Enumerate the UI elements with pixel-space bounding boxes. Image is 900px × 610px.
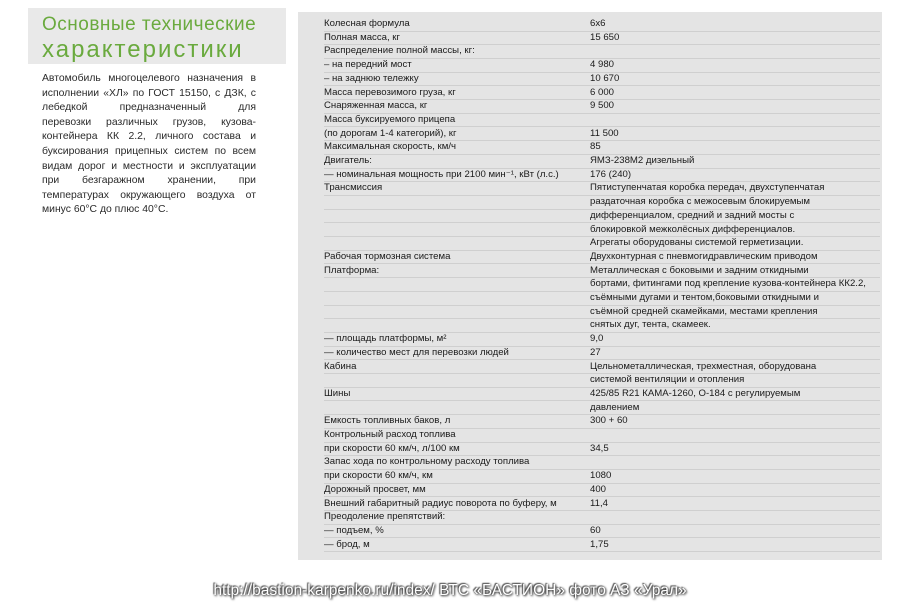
spec-value: 425/85 R21 КАМА-1260, О-184 с регулируемым <box>590 387 801 399</box>
spec-value: дифференциалом, средний и задний мосты с <box>590 209 795 221</box>
spec-label: — площадь платформы, м² <box>324 333 447 345</box>
spec-value: снятых дуг, тента, скамеек. <box>590 319 711 331</box>
spec-value: 9,0 <box>590 333 604 345</box>
spec-label: – на передний мост <box>324 59 412 71</box>
spec-row <box>324 18 880 32</box>
spec-label: Снаряженная масса, кг <box>324 100 428 112</box>
spec-label: — количество мест для перевозки людей <box>324 346 509 358</box>
spec-row <box>324 278 880 292</box>
spec-label: Дорожный просвет, мм <box>324 483 426 495</box>
spec-value: 400 <box>590 483 607 495</box>
spec-row <box>324 114 880 128</box>
spec-value: 15 650 <box>590 31 620 43</box>
intro-line: Автомобиль многоцелевого назначения в <box>42 73 256 84</box>
spec-label: при скорости 60 км/ч, км <box>324 470 433 482</box>
spec-row <box>324 155 880 169</box>
intro-line: температурах окружающего воздуха от <box>42 189 256 201</box>
spec-value: 176 (240) <box>590 168 632 180</box>
page-title-line2: характеристики <box>42 36 244 63</box>
intro-line: минус 60°С до плюс 40°С. <box>42 204 169 216</box>
spec-label: Платформа: <box>324 264 380 276</box>
spec-row <box>324 237 880 251</box>
spec-row <box>324 32 880 46</box>
spec-row <box>324 128 880 142</box>
spec-label: при скорости 60 км/ч, л/100 км <box>324 442 460 454</box>
spec-label: Кабина <box>324 360 357 372</box>
spec-row <box>324 470 880 484</box>
spec-label: Полная масса, кг <box>324 31 401 43</box>
spec-value: 1080 <box>590 470 612 482</box>
spec-value: бортами, фитингами под крепление кузова-контейнера КК2.2, <box>590 278 866 290</box>
spec-label: Трансмиссия <box>324 182 383 194</box>
spec-value: давлением <box>590 401 640 413</box>
spec-value: раздаточная коробка с межосевым блокируемым <box>590 196 811 208</box>
spec-row <box>324 456 880 470</box>
spec-row <box>324 251 880 265</box>
spec-row <box>324 333 880 347</box>
spec-label: (по дорогам 1-4 категорий), кг <box>324 127 457 139</box>
spec-value: блокировкой межколёсных дифференциалов. <box>590 223 796 235</box>
spec-row <box>324 59 880 73</box>
spec-row <box>324 388 880 402</box>
spec-label: Распределение полной массы, кг: <box>324 45 475 57</box>
spec-label: Двигатель: <box>324 155 372 166</box>
spec-row <box>324 498 880 512</box>
spec-label: — брод, м <box>324 538 370 550</box>
spec-label: Масса перевозимого груза, кг <box>324 86 456 98</box>
intro-paragraph <box>42 72 256 218</box>
spec-row <box>324 484 880 498</box>
spec-label: Масса буксируемого прицепа <box>324 113 456 125</box>
spec-row <box>324 292 880 306</box>
intro-line: при безгаражном хранении, при <box>42 175 256 187</box>
spec-value: Агрегаты оборудованы системой герметизации. <box>590 237 804 249</box>
spec-label: Емкость топливных баков, л <box>324 415 451 427</box>
spec-row <box>324 87 880 101</box>
spec-row <box>324 443 880 457</box>
spec-value: 11 500 <box>590 127 619 139</box>
spec-value: Металлическая с боковыми и задним откидными <box>590 264 809 276</box>
spec-label: Максимальная скорость, км/ч <box>324 141 457 153</box>
spec-value: 6x6 <box>590 18 606 29</box>
spec-row <box>324 265 880 279</box>
spec-row <box>324 402 880 416</box>
spec-row <box>324 374 880 388</box>
intro-line: контейнера КК 2.2, личного состава и <box>42 131 256 143</box>
spec-row <box>324 45 880 59</box>
spec-row <box>324 73 880 87</box>
intro-line: исполнении «ХЛ» по ГОСТ 15150, с ДЗК, с <box>42 87 256 99</box>
spec-value: системой вентиляции и отопления <box>590 374 745 386</box>
spec-value: 85 <box>590 141 601 153</box>
spec-value: съёмными дугами и тентом,боковыми откидными и <box>590 292 819 303</box>
spec-row <box>324 100 880 114</box>
spec-value: 11,4 <box>590 497 608 509</box>
spec-label: Запас хода по контрольному расходу топлива <box>324 456 530 468</box>
spec-row <box>324 210 880 224</box>
footer-watermark: http://bastion-karpenko.ru/index/ ВТС «БАСТИОН» фото АЗ «Урал» <box>213 582 687 599</box>
spec-value: 300 + 60 <box>590 415 628 427</box>
spec-row <box>324 347 880 361</box>
spec-row <box>324 319 880 333</box>
intro-line: лебедкой предназначенный для <box>42 102 256 114</box>
spec-row <box>324 141 880 155</box>
spec-value: Пятиступенчатая коробка передач, двухступенчатая <box>590 182 825 194</box>
spec-row <box>324 511 880 525</box>
spec-label: Контрольный расход топлива <box>324 429 456 440</box>
spec-row <box>324 429 880 443</box>
intro-line: буксирования прицепных систем по всем <box>42 145 256 157</box>
spec-label: Внешний габаритный радиус поворота по буферу, м <box>324 497 557 509</box>
spec-row <box>324 224 880 238</box>
spec-row <box>324 415 880 429</box>
spec-label: – на заднюю тележку <box>324 72 419 84</box>
spec-label: Преодоление препятствий: <box>324 511 446 523</box>
spec-row <box>324 525 880 539</box>
spec-value: 9 500 <box>590 100 615 112</box>
spec-row <box>324 361 880 375</box>
spec-value: Двухконтурная с пневмогидравлическим приводом <box>590 250 818 262</box>
spec-row <box>324 539 880 553</box>
spec-value: ЯМЗ-238М2 дизельный <box>590 155 695 166</box>
spec-value: съёмной средней скамейками, местами крепления <box>590 305 818 317</box>
page-title-line1: Основные технические <box>42 14 257 35</box>
spec-value: 60 <box>590 524 601 536</box>
spec-value: 10 670 <box>590 72 620 84</box>
spec-value: 6 000 <box>590 86 615 98</box>
intro-line: видам дорог и местности и эксплуатации <box>42 160 256 172</box>
spec-value: 27 <box>590 346 601 358</box>
spec-value: 4 980 <box>590 59 615 71</box>
spec-label: — подъем, % <box>324 524 384 536</box>
spec-label: Колесная формула <box>324 18 410 29</box>
spec-value: Цельнометаллическая, трехместная, оборудована <box>590 360 817 372</box>
spec-row <box>324 306 880 320</box>
spec-label: Шины <box>324 387 351 399</box>
spec-label: Рабочая тормозная система <box>324 250 451 262</box>
spec-value: 1,75 <box>590 538 609 550</box>
spec-label: — номинальная мощность при 2100 мин⁻¹, кВт (л.с.) <box>324 168 559 180</box>
intro-line: перевозки различных грузов, кузова- <box>42 116 256 128</box>
spec-row <box>324 169 880 183</box>
spec-row <box>324 196 880 210</box>
spec-row <box>324 182 880 196</box>
spec-value: 34,5 <box>590 442 609 454</box>
